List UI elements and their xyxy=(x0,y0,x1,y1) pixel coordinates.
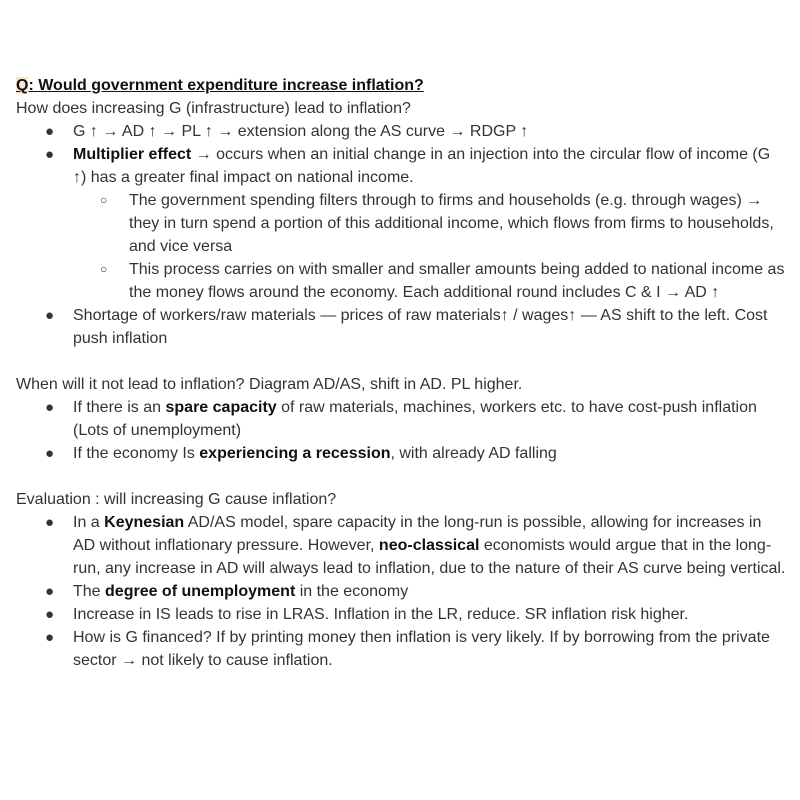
list-item-text: → occurs when an initial change in an injection into the circular flow of income (G ↑) has a greater final impact on national income. xyxy=(73,146,771,186)
section-heading-evaluation: Evaluation : will increasing G cause inflation? xyxy=(16,491,337,508)
sub-list-item-text: The government spending filters through to firms and households (e.g. through wages) → they in turn spend a portion of this additional income, which flows from firms to households, and vice versa xyxy=(129,192,774,255)
list-item-bold: Keynesian xyxy=(104,514,185,531)
bullet-icon: ● xyxy=(45,629,55,646)
list-item xyxy=(16,143,786,304)
list-item-text: In a xyxy=(73,514,105,531)
list-item-text: , with already AD falling xyxy=(390,445,557,462)
list-item xyxy=(16,626,786,672)
list-item xyxy=(16,603,786,626)
hollow-bullet-icon: ○ xyxy=(100,262,108,276)
list-item-text: in the economy xyxy=(295,583,409,600)
list-item-bold: degree of unemployment xyxy=(105,583,296,600)
sub-list-item xyxy=(16,258,786,304)
list-item-text: Increase in IS leads to rise in LRAS. Inflation in the LR, reduce. SR inflation risk higher. xyxy=(73,606,689,623)
sub-list-item-text: This process carries on with smaller and smaller amounts being added to national income as the money flows around the economy. Each additional round includes C & I → AD ↑ xyxy=(129,261,785,301)
list-item xyxy=(16,580,786,603)
bullet-icon: ● xyxy=(45,583,55,600)
section-heading-how: How does increasing G (infrastructure) lead to inflation? xyxy=(16,100,411,117)
sub-list xyxy=(73,189,786,304)
list-item xyxy=(16,396,786,442)
list-item-text: G ↑ → AD ↑ → PL ↑ → extension along the AS curve → RDGP ↑ xyxy=(73,123,529,140)
bullet-icon: ● xyxy=(45,307,55,324)
title-text: : Would government expenditure increase inflation? xyxy=(28,77,424,94)
section-heading-when-not: When will it not lead to inflation? Diagram AD/AS, shift in AD. PL higher. xyxy=(16,376,523,393)
list-item xyxy=(16,511,786,580)
document-body xyxy=(16,74,786,672)
list-item-text: AD/AS model, spare capacity in the long-run is possible, allowing for increases in AD without inflationary pressure. However, xyxy=(73,514,762,554)
bullet-icon: ● xyxy=(45,399,55,416)
list-item-text: Shortage of workers/raw materials — prices of raw materials↑ / wages↑ — AS shift to the left. Cost push inflation xyxy=(73,307,768,347)
spacer xyxy=(16,350,786,373)
hollow-bullet-icon: ○ xyxy=(100,193,108,207)
list-item xyxy=(16,442,786,465)
title-highlight: Q xyxy=(16,77,29,94)
bullet-icon: ● xyxy=(45,146,55,163)
spacer xyxy=(16,465,786,488)
list-item-bold: spare capacity xyxy=(165,399,277,416)
bullet-icon: ● xyxy=(45,123,55,140)
bullet-icon: ● xyxy=(45,514,55,531)
section-list-evaluation xyxy=(16,511,786,672)
list-item-text: of raw materials, machines, workers etc. to have cost-push inflation (Lots of unemployment) xyxy=(73,399,757,439)
bullet-icon: ● xyxy=(45,606,55,623)
bullet-icon: ● xyxy=(45,445,55,462)
section-list-how xyxy=(16,120,786,350)
list-item xyxy=(16,304,786,350)
list-item-bold: experiencing a recession xyxy=(199,445,391,462)
document-title xyxy=(16,74,786,97)
list-item-bold: neo-classical xyxy=(378,537,480,554)
section-list-when-not xyxy=(16,396,786,465)
list-item-text: economists would argue that in the long-run, any increase in AD will always lead to inflation, due to the nature of their AS curve being vertical. xyxy=(73,537,786,577)
list-item-text: How is G financed? If by printing money then inflation is very likely. If by borrowing from the private sector → not likely to cause inflation. xyxy=(73,629,770,669)
list-item-text: If the economy Is xyxy=(73,445,200,462)
sub-list-item xyxy=(16,189,786,258)
list-item-text: The xyxy=(73,583,106,600)
list-item xyxy=(16,120,786,143)
list-item-bold: Multiplier effect xyxy=(73,146,192,163)
list-item-text: If there is an xyxy=(73,399,166,416)
